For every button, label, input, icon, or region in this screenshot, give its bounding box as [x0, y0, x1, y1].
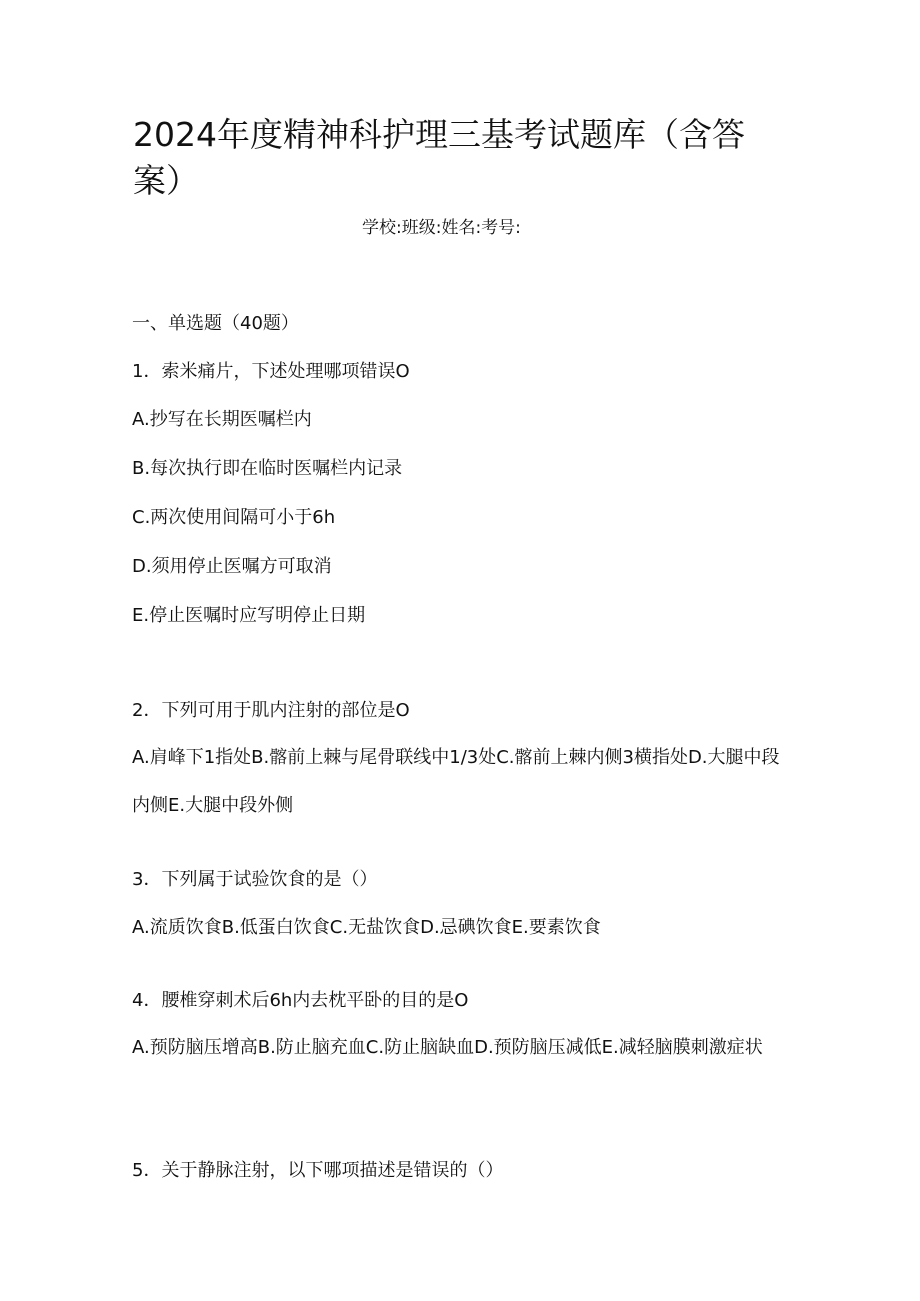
- question-1-option-e: E.停止医嘱时应写明停止日期: [132, 605, 366, 626]
- section-heading: 一、单选题（40题）: [132, 313, 299, 334]
- question-3-stem: 3．下列属于试验饮食的是（）: [132, 869, 378, 890]
- question-5-stem: 5．关于静脉注射，以下哪项描述是错误的（）: [132, 1160, 504, 1181]
- question-4-stem: 4．腰椎穿刺术后6h内去枕平卧的目的是O: [132, 990, 469, 1011]
- student-info-line: 学校:班级:姓名:考号:: [362, 218, 521, 238]
- question-1-stem: 1．索米痛片，下述处理哪项错误O: [132, 361, 410, 382]
- question-2-options: A.肩峰下1指处B.髂前上棘与尾骨联线中1/3处C.髂前上棘内侧3横指处D.大腿中段内侧E.大腿中段外侧: [132, 747, 780, 816]
- document-title: 2024年度精神科护理三基考试题库（含答案）: [133, 115, 745, 200]
- question-2-stem: 2．下列可用于肌内注射的部位是O: [132, 700, 410, 721]
- question-3-options: A.流质饮食B.低蛋白饮食C.无盐饮食D.忌碘饮食E.要素饮食: [132, 917, 601, 938]
- question-1-option-c: C.两次使用间隔可小于6h: [132, 507, 336, 528]
- question-1-option-d: D.须用停止医嘱方可取消: [132, 556, 332, 577]
- question-1-option-b: B.每次执行即在临时医嘱栏内记录: [132, 458, 403, 479]
- question-1-option-a: A.抄写在长期医嘱栏内: [132, 409, 312, 430]
- question-4-options: A.预防脑压增高B.防止脑充血C.防止脑缺血D.预防脑压减低E.减轻脑膜刺激症状: [132, 1037, 763, 1058]
